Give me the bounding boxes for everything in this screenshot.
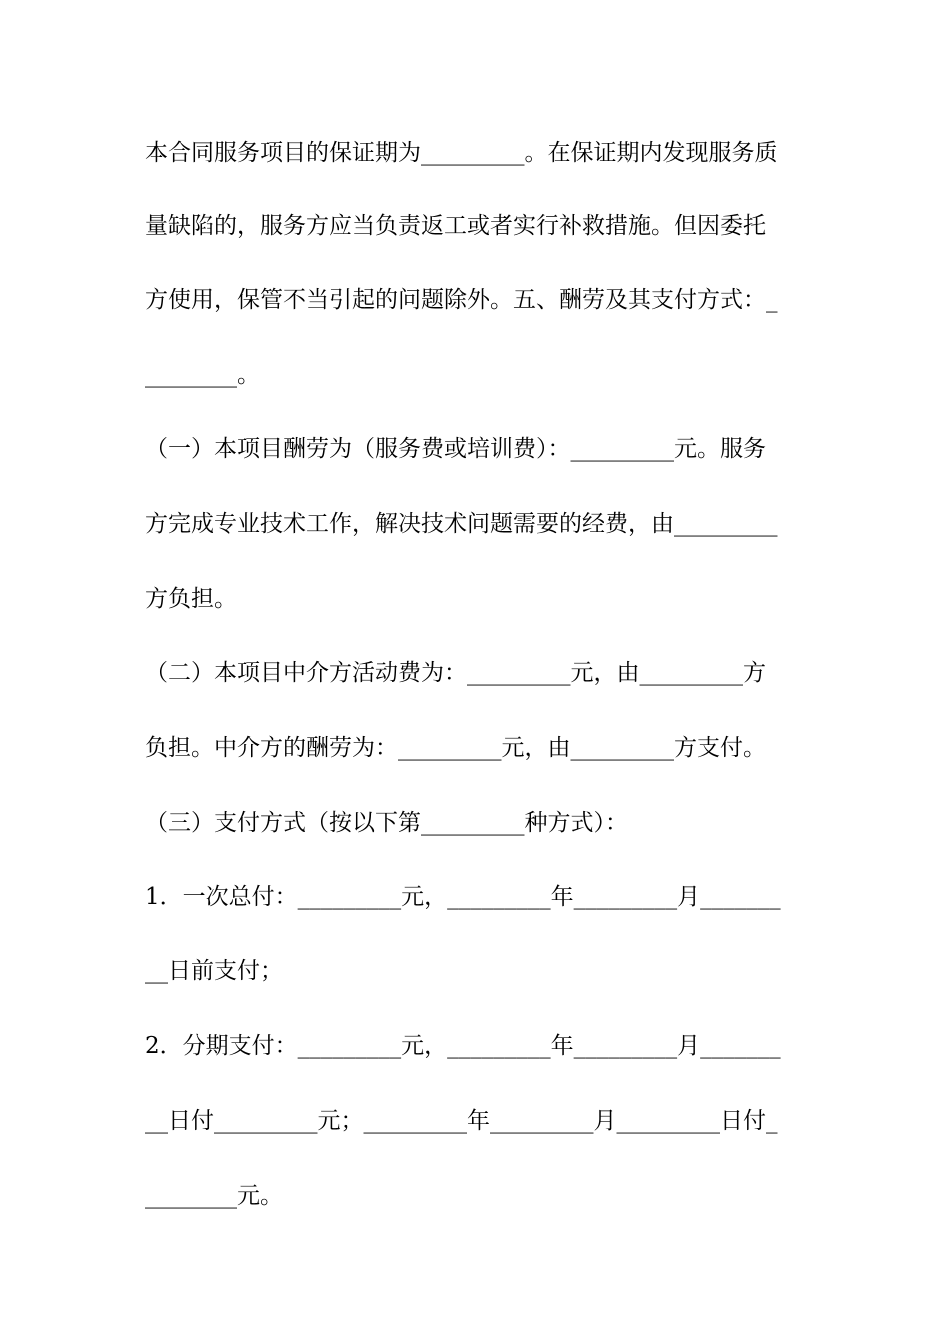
paragraph-line: 量缺陷的，服务方应当负责返工或者实行补救措施。但因委托 [145,213,766,239]
paragraph-line: 2．分期支付：_________元，_________年_________月_______ [145,1033,781,1059]
paragraph-line: 1．一次总付：_________元，_________年_________月_______ [145,884,781,910]
paragraph-line: 方完成专业技术工作，解决技术问题需要的经费，由_________ [145,511,778,537]
paragraph-line: ________元。 [145,1183,283,1209]
paragraph-line: __日付_________元；_________年_________月_________日付_ [145,1108,778,1134]
paragraph-line: （三）支付方式（按以下第_________种方式）： [145,810,628,836]
paragraph-line: ________。 [145,362,260,388]
paragraph-line: 本合同服务项目的保证期为_________。在保证期内发现服务质 [145,140,778,166]
paragraph-line: 方负担。 [145,586,237,612]
paragraph-line: 负担。中介方的酬劳为：_________元，由_________方支付。 [145,735,766,761]
paragraph-line: 方使用，保管不当引起的问题除外。五、酬劳及其支付方式：_ [145,287,778,313]
paragraph-line: （一）本项目酬劳为（服务费或培训费）：_________元。服务 [145,436,766,462]
paragraph-line: （二）本项目中介方活动费为：_________元，由_________方 [145,660,766,686]
paragraph-line: __日前支付； [145,958,283,984]
